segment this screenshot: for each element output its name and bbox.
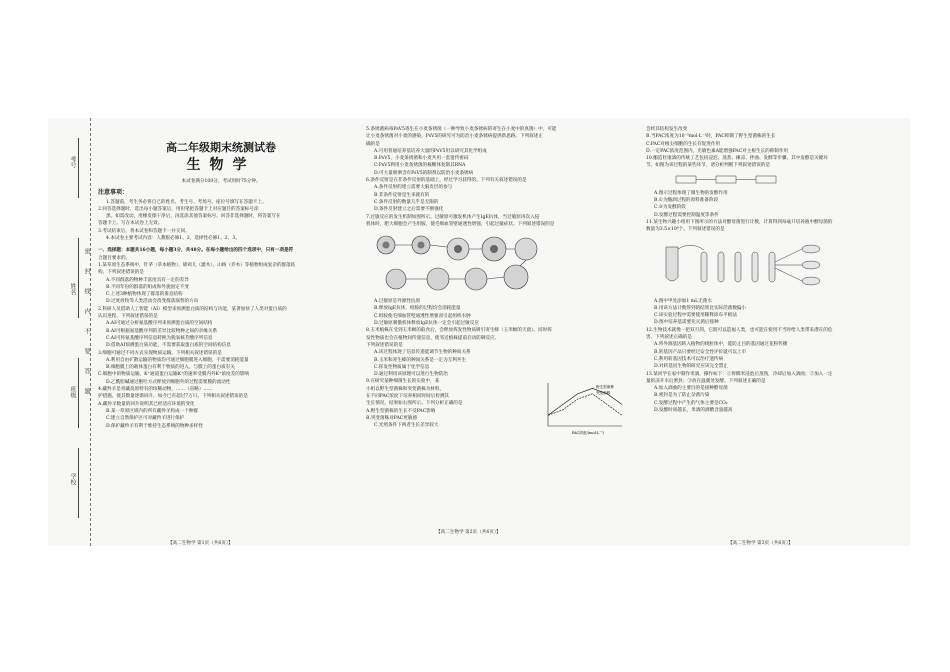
question-line: 6.条件反射是在非条件反射的基础上，经过学习获得的。下列有关叙述错误的是 [366, 178, 527, 184]
question-line: 1.某草原生态系统中，针茅（草本植物）、锦鸡儿（灌木）、山杨（乔木）等植物组成复杂的群落结 [98, 262, 296, 268]
option-line: C.上述3种植物体现了群落的垂直结构 [106, 292, 183, 298]
option-line: A.不同群落的物种丰富度具有一定的差异 [106, 277, 189, 283]
option-line: D.可大量喷洒含有PsV5的制剂以防治小麦条锈病 [374, 170, 474, 176]
option-line: C.AI可将氨基酸序列信息转换为脱氧核苷酸序列信息 [106, 335, 213, 341]
option-line: C.建立自然保护区可对藏羚羊进行保护 [106, 416, 185, 422]
fill-line [78, 238, 79, 318]
fill-line [78, 358, 79, 428]
exam-sheet [48, 118, 910, 546]
question-line: 9.在研究某种细菌生长的实验中，某 [366, 379, 440, 385]
option-line: C.条件反射的数量几乎是无限的 [374, 199, 439, 205]
question-line: 2.科研人员借助人工智能（AI）模型来预测蛋白质的结构与功能，某著加快了人类对蛋白质的 [98, 306, 287, 312]
option-line: C.挥发性物质属于化学信息 [374, 364, 430, 370]
section-heading: 一、选择题：本题共16小题，每小题3分，共48分。在每小题给出的四个选项中，只有一项是符 [98, 248, 294, 254]
option-line: B.转基因产品只要经过安全性评价就可以上市 [654, 349, 747, 355]
question-line: 节。如图为该过程的某些环节，请分析判断下列叙述错误的是 [646, 163, 771, 169]
option-line: C.③为发酵阶段 [654, 205, 686, 211]
notice-line: 黑。如需改动，用橡皮擦干净后，再选涂其他答案标号。回答非选择题时，将答案写在 [106, 214, 281, 220]
option-line: C.PsV5利用小麦条锈菌的核糖体复制其RNA [374, 163, 466, 169]
question-line: C.PAC对根尖细胞的生长有促进作用 [646, 141, 721, 147]
question-line: 7.过敏反应的发生机制如图所示。过敏原可激发机体产生IgE抗体，当过敏原再次入侵 [366, 214, 540, 220]
legend-entry: 突变菌株 [596, 391, 611, 396]
option-line: A.条件反射的建立需要大脑皮层的参与 [374, 185, 453, 191]
legend-entry: 野生型菌株 [596, 385, 614, 390]
growth-chart [538, 378, 628, 436]
question-line: 会经其结构发生改变 [646, 127, 688, 132]
question-line: 构。下列叙述错误的是 [98, 270, 144, 276]
page-2 [366, 126, 628, 536]
option-line: C.该实验过程中需要使用稀释涂布平板法 [654, 313, 737, 319]
notice-line: 1.答题前，考生务必将自己的姓名、考生号、考场号、座位号填写在答题卡上。 [106, 199, 267, 205]
option-line: C.光照条件下两者生长差异较大 [374, 423, 439, 429]
question-line: 让小麦条锈菌对小麦的感染。PsV5的研究可为防治小麦条锈病提供新思路。下列叙述正 [366, 134, 543, 140]
question-line: 认识进程。下列叙述错误的是 [98, 314, 158, 320]
option-line: C.发酵过程中产生的气体主要是CO₂ [654, 400, 728, 406]
allergy-mechanism-figure [366, 231, 546, 295]
option-line: D.保护藏羚羊有利于维持生态系统的物种多样性 [106, 423, 203, 429]
question-line: 5.条锈菌病毒PsV5寄生在小麦条锈菌（一种导致小麦条锈病的寄生在小麦中的真菌）中，可能 [366, 127, 557, 132]
option-line: B.细胞膜上的载体蛋白有利于物质的进入，与膜上的蛋白质有关 [106, 365, 235, 371]
exam-score-note: 本试卷满分100分，考试用时75分钟。 [181, 179, 261, 184]
option-line: C.组胺使毛细血管壁通透性增强而引起组织水肿 [374, 313, 471, 319]
label-class: 班级 [69, 386, 76, 398]
question-line: 4.藏羚羊是青藏高原特有的珍稀动物，……（省略）…… [98, 387, 213, 393]
option-line: D.发酵过程需要控制温度等条件 [654, 212, 719, 218]
exam-title: 高二年级期末统测试卷 [166, 141, 276, 154]
option-line: B.某一草原区域内的所有藏羚羊构成一个种群 [106, 408, 199, 414]
option-line: B.AI可根据氨基酸序列的差异比较物种之间的亲缘关系 [106, 328, 218, 334]
question-line: B.当PAC浓度为10⁻⁵mol·L⁻¹时，PAC抑制了野生型菌株的生长 [646, 134, 776, 140]
dilution-figure [646, 237, 846, 295]
option-line: B.用该方法计数得到的结果比实际活菌数偏小 [654, 305, 747, 311]
label-name: 姓名 [69, 283, 76, 295]
option-line: D.过度放牧等人类活动会改变群落演替的方向 [106, 299, 199, 305]
question-line: 发性物质也会在植物间传递信息，使邻近植株提前启动防御反应。 [366, 335, 500, 341]
q9-block [366, 378, 628, 438]
option-line: D.对转基因生物的研究应该完全禁止 [654, 364, 728, 370]
option-line: B.释放IgE抗体，组胺的过程均会消耗能量 [374, 306, 461, 312]
option-line: B.不同年份的群落的组成和外貌固定不变 [106, 284, 189, 290]
question-line: 害。下列叙述正确的是 [646, 335, 692, 341]
option-line: A.AI可通过分析氨基酸序列来预测蛋白质的空间结构 [106, 321, 213, 327]
option-line: B.非条件反射是生来就有的 [374, 192, 430, 198]
question-line: 护措施，使其数量逐渐回升，如今已有超过7万只。下列相关叙述错误的是 [98, 394, 248, 400]
page-1 [98, 126, 344, 536]
question-line: 8.玉米植株在受到玉米螟的取食后，会释放挥发性物质吸引寄生蜂（玉米螟的天敌）。同时挥 [366, 328, 552, 334]
question-line: 3.细胞可通过不同方式实现物质运输。下列相关叙述错误的是 [98, 350, 222, 356]
question-line: 机体时，肥大细胞会产生组胺，使毛细血管壁通透性增强，引起过敏症状。下列叙述错误的是 [366, 221, 555, 227]
option-line: D.发酵时间越长，米酒的酒精含量越高 [654, 408, 733, 414]
option-line: B.玉米和寄生蜂的种间关系是一定为互利共生 [374, 357, 467, 363]
question-line: 11.某生物兴趣小组用下图所示的方法对酵母菌进行计数，计算得到每毫升培养液中酵母菌的 [646, 219, 833, 225]
option-line: D.借助AI预测蛋白质功能，不需要获取蛋白质的空间结构信息 [106, 343, 231, 349]
option-line: C.利用转基因技术可以治疗遗传病 [654, 356, 724, 362]
option-line: D.过敏原刺激机体释放IgE抗体一定会引起过敏反应 [374, 321, 479, 327]
notice-line: 2.回答选择题时，选出每小题答案后，用铅笔把答题卡上对应题目的答案标号涂 [98, 206, 259, 212]
fill-line [78, 448, 79, 518]
question-line: 12.生物技术就像一把双刃剑，它既可以造福人类，也可能在使用不当时给人类带来潜在的危 [646, 327, 833, 333]
exam-subject: 生物学 [186, 157, 256, 173]
option-line: A.可用普通培养基培养大量的PsV5用以研究其化学组成 [374, 148, 487, 154]
question-line: D.一定PAC浓度范围内，光敏色素A能增强PAC对主根生长的抑制作用 [646, 148, 789, 154]
notice-heading: 注意事项： [98, 189, 129, 197]
option-line: D.条件反射建立之后需要不断强化 [374, 207, 444, 213]
page-2-footer: 【高二生物学 第2页（共6页）】 [436, 529, 501, 535]
notice-line: 答题卡上。写在本试卷上无效。 [98, 221, 163, 227]
option-line: A.加入酒曲的主要目的是接种酵母菌 [654, 386, 728, 392]
option-line: A.图中甲处添加1 mL无菌水 [654, 298, 712, 304]
option-line: B.密封是为了防止杂菌污染 [654, 393, 710, 399]
option-line: A.利用自由扩散运输的物质均可通过细胞膜进入细胞，不需要消耗能量 [106, 357, 249, 363]
question-line: A.藏羚羊数量的回升说明其已经适应环境的变化 [98, 401, 195, 407]
question-line: 在不同PAC浓度下培养相同时间后检测其 [366, 394, 450, 400]
question-line: 量的凉开水后密封；③放在温暖处发酵。下列叙述正确的是 [646, 378, 766, 384]
label-exam-number: 考号 [69, 156, 76, 168]
question-line: 小组以野生型菌株和突变菌株为材料， [366, 386, 445, 392]
option-line: B.①为酿酒过程的原料准备阶段 [654, 198, 719, 204]
option-line: D.通过利用该原理可以进行生物防治 [374, 372, 448, 378]
page-3-footer: 【高二生物学 第3页（共6页）】 [728, 541, 793, 546]
option-line: B.PsV5、小麦条锈菌和小麦共用一套遗传密码 [374, 156, 469, 162]
series-line-b [548, 394, 622, 416]
label-school: 学校 [69, 473, 76, 485]
section-heading-cont: 合题目要求的。 [98, 255, 131, 261]
binding-margin [48, 118, 91, 546]
seal-line-text: 密封线内不要答题 [83, 248, 90, 408]
notice-line: 3.考试结束后，将本试卷和答题卡一并交回。 [98, 228, 190, 234]
page-3 [646, 126, 902, 536]
question-line: 13.某同学在家中制作米酒，操作如下：①将糯米浸泡后蒸熟，冷却后加入酒曲；②加入一定 [646, 371, 833, 377]
option-line: A.将外源基因转入植物的线粒体中，能防止目的基因通过花粉传播 [654, 342, 788, 348]
option-line: A.图示过程体现了微生物的发酵作用 [654, 190, 728, 196]
page-1-footer: 【高二生物学 第1页（共6页）】 [168, 541, 233, 546]
option-line: A.过敏原是外源性抗原 [374, 299, 421, 305]
question-line: A.野生型菌株的生长不受PAC影响 [366, 408, 436, 414]
option-line: D.图中培养基需要先灭菌后接种 [654, 320, 719, 326]
question-line: B.突变菌株对PAC更敏感 [366, 415, 418, 421]
question-line: 下列叙述错误的是 [366, 342, 403, 348]
option-line: C.细胞中的物质运输，K⁺通道蛋白运输K⁺的速率受膜内外K⁺浓度差的影响 [98, 372, 250, 378]
question-line: 确的是 [366, 141, 380, 147]
chart-x-label: PAC浓度/(mol·L⁻¹) [571, 431, 605, 436]
option-line: D.乙酰胆碱通过胞吐方式释放到细胞外的过程需要膜的流动性 [106, 379, 231, 385]
option-line: A.该过程体现了信息传递能调节生物的种间关系 [374, 350, 471, 356]
fill-line [78, 138, 79, 198]
question-line: 10.酿造杜康酒的传统工艺包括浸泡、蒸煮、摊凉、拌曲、发酵等步骤，其中发酵是关键环 [646, 156, 828, 162]
question-line: 数量为3.5×10⁸个。下列叙述错误的是 [646, 227, 725, 233]
question-line: 生长情况，结果如右图所示。下列分析正确的是 [366, 401, 463, 407]
series-line-a [548, 389, 622, 416]
process-flow-figure [646, 173, 796, 187]
notice-line: 4.本试卷主要考试内容：人教版必修1、2，选择性必修1、2、3。 [106, 236, 240, 242]
